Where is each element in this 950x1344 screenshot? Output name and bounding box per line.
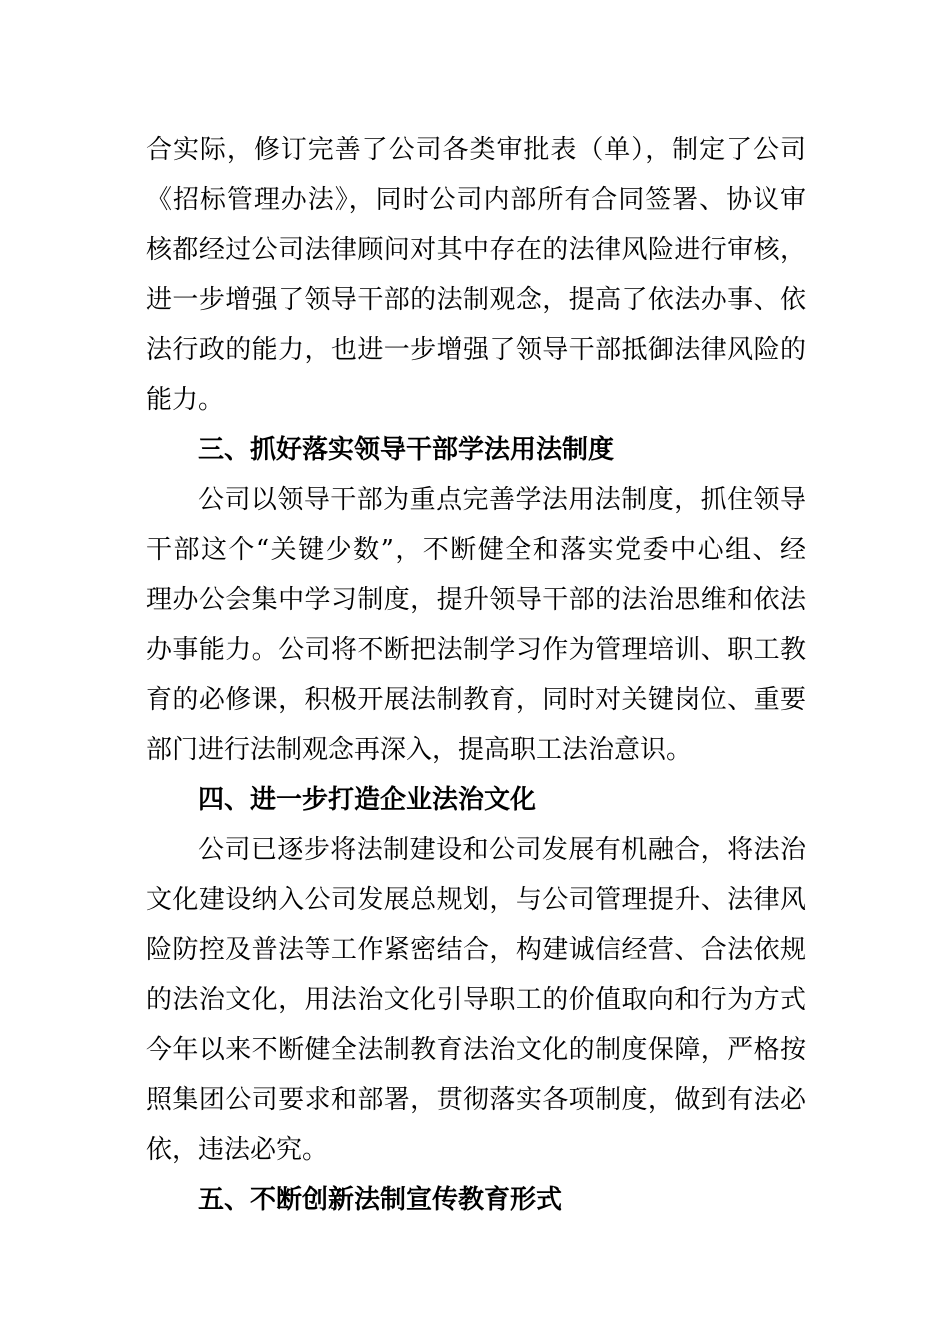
section-heading-5: 五、不断创新法制宣传教育形式 [198,1185,563,1215]
paragraph-line: 公司已逐步将法制建设和公司发展有机融合，将法治 [198,835,806,865]
paragraph-line: 今年以来不断健全法制教育法治文化的制度保障，严格按 [146,1035,806,1065]
section-heading-3: 三、抓好落实领导干部学法用法制度 [198,435,615,465]
paragraph-line: 照集团公司要求和部署，贯彻落实各项制度，做到有法必 [146,1085,806,1115]
paragraph-line: 进一步增强了领导干部的法制观念，提高了依法办事、依 [146,285,806,315]
paragraph-line: 合实际，修订完善了公司各类审批表（单），制定了公司 [146,135,806,165]
paragraph-line: 依，违法必究。 [146,1135,329,1165]
paragraph-line: 《招标管理办法》，同时公司内部所有合同签署、协议审 [146,185,806,215]
paragraph-line: 部门进行法制观念再深入，提高职工法治意识。 [146,735,693,765]
paragraph-line: 理办公会集中学习制度，提升领导干部的法治思维和依法 [146,585,806,615]
paragraph-line: 法行政的能力，也进一步增强了领导干部抵御法律风险的 [146,335,806,365]
paragraph-line: 能力。 [146,385,225,415]
paragraph-line: 核都经过公司法律顾问对其中存在的法律风险进行审核， [146,235,806,265]
paragraph-line: 文化建设纳入公司发展总规划，与公司管理提升、法律风 [146,885,806,915]
paragraph-line: 公司以领导干部为重点完善学法用法制度，抓住领导 [198,485,806,515]
paragraph-line: 的法治文化，用法治文化引导职工的价值取向和行为方式 [146,985,806,1015]
paragraph-line: 险防控及普法等工作紧密结合，构建诚信经营、合法依规 [146,935,806,965]
paragraph-line: 干部这个“关键少数”，不断健全和落实党委中心组、经 [146,535,806,565]
paragraph-line: 办事能力。公司将不断把法制学习作为管理培训、职工教 [146,635,806,665]
paragraph-line: 育的必修课，积极开展法制教育，同时对关键岗位、重要 [146,685,806,715]
section-heading-4: 四、进一步打造企业法治文化 [198,785,537,815]
